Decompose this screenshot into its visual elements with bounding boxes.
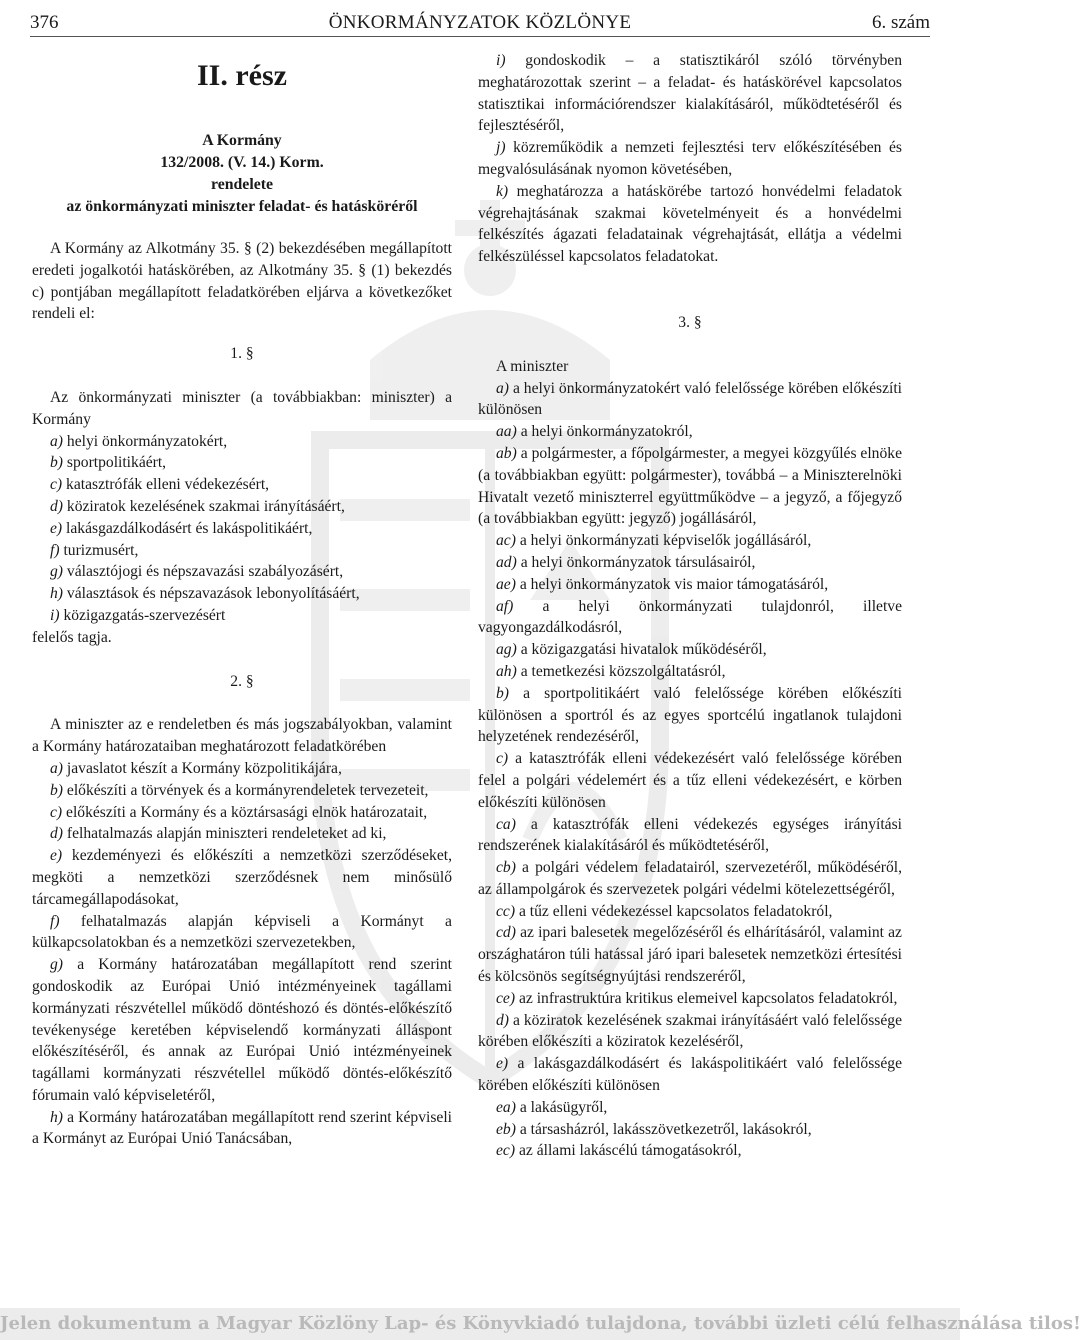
list-item: j) közreműködik a nemzeti fejlesztési terv előkészítésében és megvalósulásának nyomon követésében, [478,139,902,178]
list-item: ae) a helyi önkormányzatok vis maior támogatásáról, [496,575,829,593]
list-item: ad) a helyi önkormányzatok társulásairól, [496,553,756,571]
decree-title-line: az önkormányzati miniszter feladat- és hatásköréről [66,198,418,215]
section-intro: Az önkormányzati miniszter (a továbbiakban: miniszter) a Kormány [32,388,452,428]
list-item: a) a helyi önkormányzatokért való felelőssége körében előkészíti különösen [478,379,902,419]
section-closing: felelős tagja. [32,628,112,646]
list-item: eb) a társasházról, lakásszövetkezetről, lakásokról, [496,1120,812,1138]
list-item: e) a lakásgazdálkodásért és lakáspolitikáért való felelőssége körében előkészíti különösen [478,1055,902,1095]
list-item: b) előkészíti a törvények és a kormányrendeletek tervezeteit, [50,781,429,799]
page-header [30,10,930,37]
page-number: 376 [30,12,59,33]
list-item: c) katasztrófák elleni védekezésért, [50,476,270,494]
list-item: i) közigazgatás-szervezésért [50,606,226,624]
list-item: cc) a tűz elleni védekezéssel kapcsolatos feladatokról, [496,902,833,920]
list-item: a) javaslatot készít a Kormány közpolitikájára, [50,759,342,777]
list-item: g) választójogi és népszavazási szabályozásért, [50,563,344,581]
list-item: e) lakásgazdálkodásért és lakáspolitikáért, [50,519,313,537]
decree-title-line: rendelete [211,176,273,193]
journal-title: ÖNKORMÁNYZATOK KÖZLÖNYE [328,12,632,33]
list-item: b) sportpolitikáért, [50,454,167,472]
list-item: d) felhatalmazás alapján miniszteri rendeleteket ad ki, [50,825,387,843]
list-item: ec) az állami lakáscélú támogatásokról, [496,1142,742,1160]
list-item: af) a helyi önkormányzati tulajdonról, illetve vagyongazdálkodásról, [478,597,902,637]
footer-watermark: Jelen dokumentum a Magyar Közlöny Lap- és Könyvkiadó tulajdona, további üzleti célú felhasználása tilos! [0,1308,960,1340]
list-item: i) gondoskodik – a statisztikáról szóló törvényben meghatározottak szerint – a feladat- és hatáskörével kapcsolatos statisztikai információrendszer kialakításáról, működtetéséről és fejlesztéséről, [478,52,903,135]
list-item: aa) a helyi önkormányzatokról, [496,423,693,441]
list-item: ab) a polgármester, a főpolgármester, a megyei közgyűlés elnöke (a továbbiakban együtt: polgármester), továbbá – a Miniszterelnöki Hivatalt vezető miniszterrel együttműködve – a jegyző, a főjegyző (a továbbiakban együtt: jegyző) jogállásáról, [478,444,902,528]
section-heading: 3. § [678,313,702,331]
list-item: ea) a lakásügyről, [496,1098,608,1116]
list-item: ac) a helyi önkormányzati képviselők jogállásáról, [496,532,812,550]
left-column [32,50,452,1150]
list-item: c) a katasztrófák elleni védekezésért való felelőssége körében felel a polgári védelemért és a tűz elleni védekezésért, e körben előkészíti különösen [478,750,903,811]
list-item: ag) a közigazgatási hivatalok működéséről, [496,641,767,659]
list-item: b) a sportpolitikáért való felelőssége körében előkészíti különösen a sportról és az egyes sportcélú ingatlanok tulajdoni helyzetének rendezéséről, [478,684,902,746]
part-title: II. rész [197,59,287,92]
right-column [478,50,902,1162]
list-item: c) előkészíti a Kormány és a köztársasági elnök határozatait, [50,803,428,821]
section-heading: 2. § [230,672,254,690]
list-item: ce) az infrastruktúra kritikus elemeivel kapcsolatos feladatokról, [496,989,898,1007]
section-intro: A miniszter [496,357,569,375]
list-item: k) meghatározza a hatáskörébe tartozó honvédelmi feladatok végrehajtásának szakmai követelményeit és a honvédelmi felkészítés ágazati feladatainak végrehajtását, ellátja a védelmi felkészüléssel kapcsolatos feladatokat. [478,182,902,266]
list-item: cd) az ipari balesetek megelőzéséről és elhárításáról, valamint az országhatáron túli hatással járó ipari balesetek nemzetközi értesítési és kölcsönös segítségnyújtási rendszeréről, [478,924,902,986]
list-item: d) köziratok kezelésének szakmai irányításáért, [50,497,345,515]
list-item: h) a Kormány határozatában megállapított rend szerint képviseli a Kormányt az Európai Unió Tanácsában, [32,1108,452,1148]
list-item: e) kezdeményezi és előkészíti a nemzetközi szerződéseket, megköti a nemzetközi szerződésnek nem minősülő tárcamegállapodásokat, [32,847,452,908]
list-item: cb) a polgári védelem feladatairól, szervezetéről, működéséről, az állampolgárok és szervezetek polgári védelmi kötelezettségéről, [478,859,902,898]
list-item: g) a Kormány határozatában megállapított rend szerint gondoskodik az Európai Unió intézményeinek tagállami kormányzati részvétellel működő döntéshozó és döntés-előkészítő tevékenysége keretében képviselendő kormányzati álláspont előkészítéséről, és annak az Európai Unió intézményeinek tagállami kormányzati részvétellel működő döntés-előkészítő fórumain való képviseletéről, [32,956,453,1104]
list-item: a) helyi önkormányzatokért, [50,432,228,450]
section-heading: 1. § [230,345,254,363]
decree-title-line: A Kormány [202,132,282,149]
list-item: f) felhatalmazás alapján képviseli a Kormányt a külkapcsolatokban és a nemzetközi szervezetekben, [32,912,452,952]
issue-number: 6. szám [871,12,930,33]
list-item: f) turizmusért, [50,541,139,559]
list-item: d) a köziratok kezelésének szakmai irányításáért való felelőssége körében előkészíti a köziratok kezeléséről, [478,1011,903,1051]
list-item: h) választások és népszavazások lebonyolításáért, [50,585,360,603]
section-intro: A miniszter az e rendeletben és más jogszabályokban, valamint a Kormány határozataiban meghatározott feladatkörében [32,716,452,756]
decree-title-line: 132/2008. (V. 14.) Korm. [160,154,324,171]
list-item: ah) a temetkezési közszolgáltatásról, [496,662,726,680]
preamble: A Kormány az Alkotmány 35. § (2) bekezdésében megállapított eredeti jogalkotói hatáskörében, az Alkotmány 35. § (1) bekezdés c) pontjában megállapított feladatkörében eljárva a következőket rendeli el: [32,240,452,323]
list-item: ca) a katasztrófák elleni védekezés egységes irányítási rendszerének kialakításáról és működtetéséről, [478,815,902,855]
